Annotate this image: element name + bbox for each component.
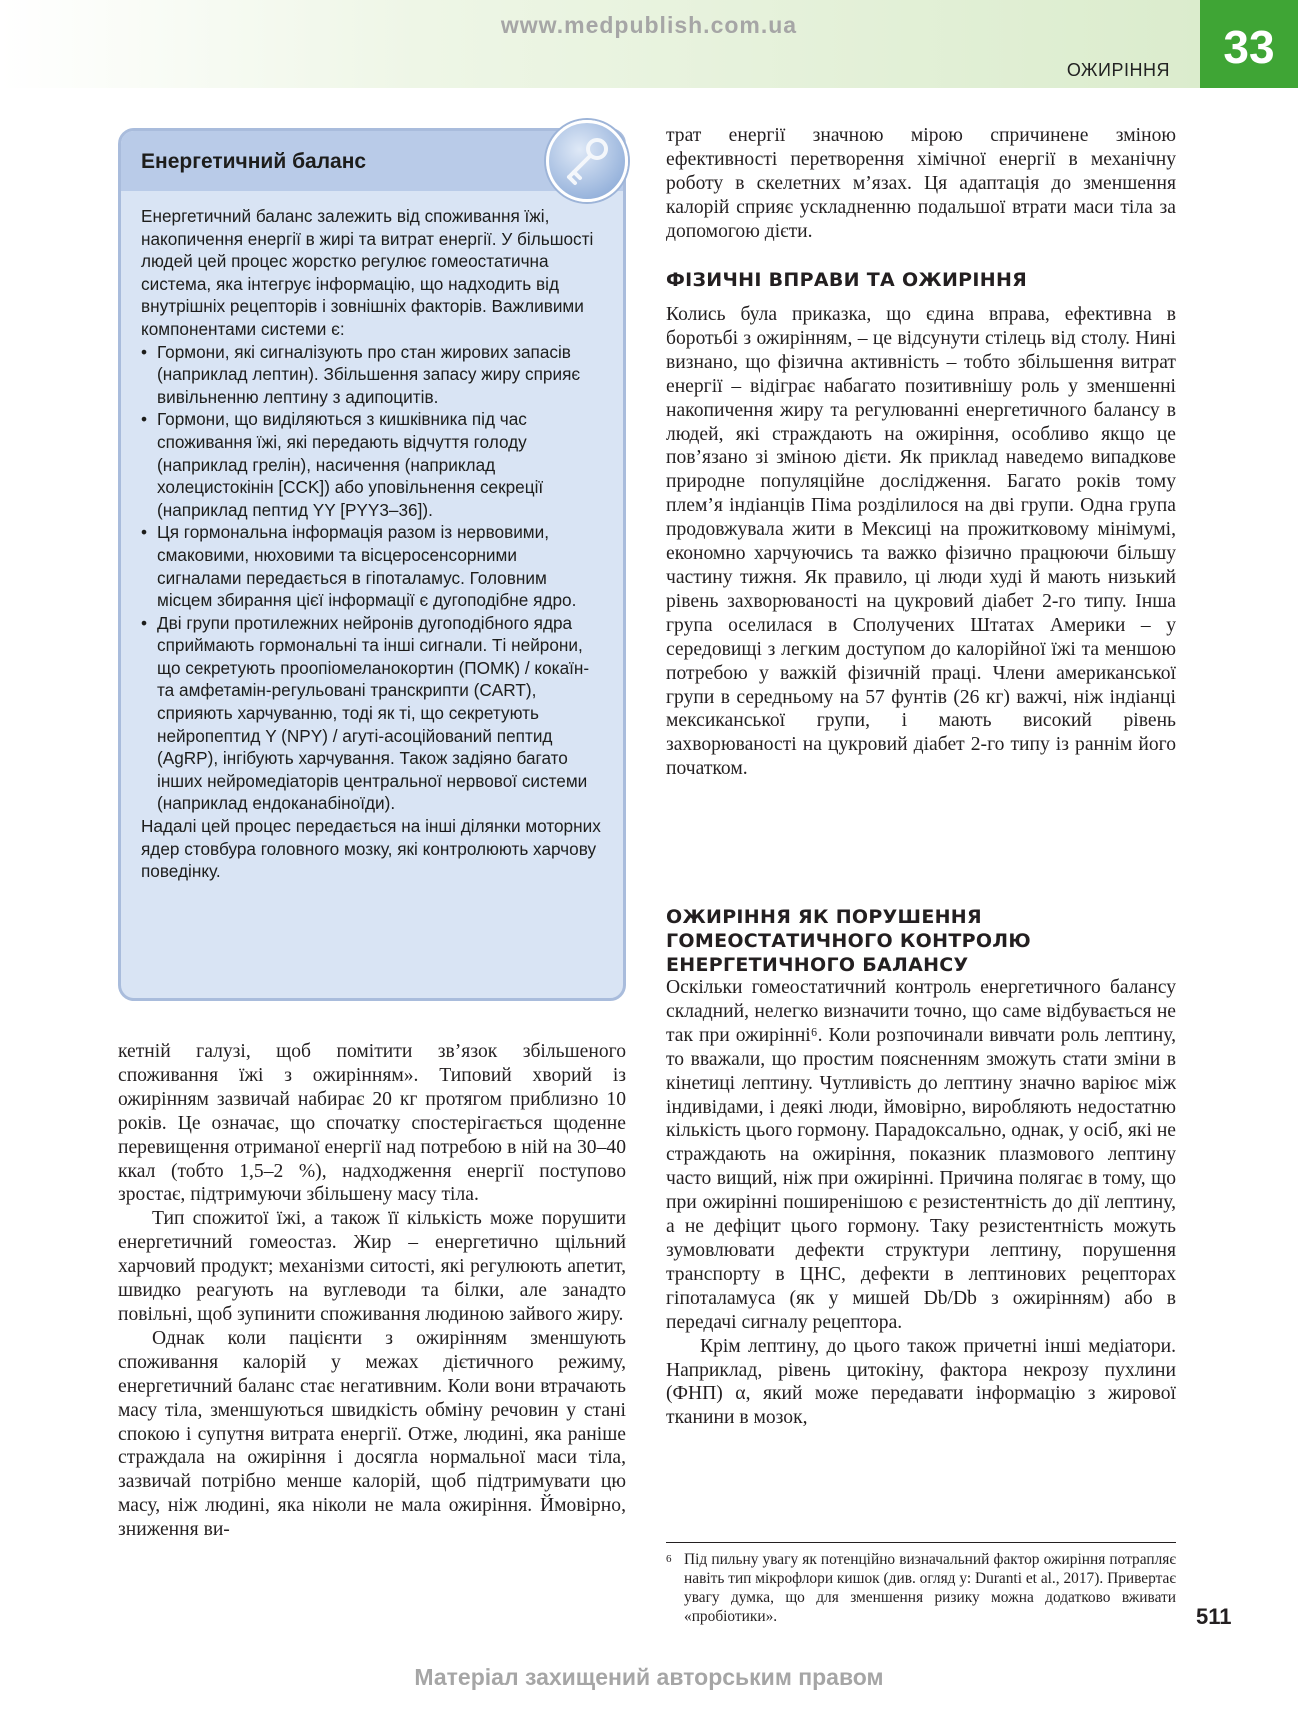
sidebar-list-item: • Ця гормональна інформація разом із нервовими, смаковими, нюховими та вісцеросенсорними сигналами передається в гіпоталамус. Головним місцем збирання цієї інформації є дугоподібне ядро.: [141, 521, 605, 611]
chapter-title: ОЖИРІННЯ: [1066, 60, 1170, 80]
info-sidebar-box: [118, 128, 626, 1001]
sidebar-list-item: • Гормони, які сигналізують про стан жирових запасів (наприклад лептин). Збільшення запасу жиру сприяє вивільненню лептину з адипоцитів.: [141, 341, 605, 409]
copyright-watermark: Матеріал захищений авторським правом: [414, 1664, 884, 1690]
footnote-divider: [666, 1542, 1176, 1543]
section-exercise-text: [666, 303, 1176, 781]
footnote-text: Під пильну увагу як потенційно визначальний фактор ожиріння потрапляє навіть тип мікрофлори кишок (див. огляд у: Duranti et al., 2017). Привертає увагу думка, що для зменшення ризику можна додатково вживати «пробіотики».: [684, 1551, 1176, 1625]
sidebar-list: [141, 341, 605, 815]
section-homeostatic-text: [666, 976, 1176, 1430]
sidebar-outro: Надалі цей процес передається на інші ділянки моторних ядер стовбура головного мозку, які контролюють харчову поведінку.: [141, 816, 601, 882]
section-heading-exercise: ФІЗИЧНІ ВПРАВИ ТА ОЖИРІННЯ: [666, 269, 1028, 291]
body-paragraph: Тип спожитої їжі, а також її кількість може порушити енергетичний гомеостаз. Жир – енергетично щільний харчовий продукт; механізми ситості, які регулюють апетит, швидко реагують на вуглеводи та білки, але занадто повільні, щоб зупинити споживання людиною зайвого жиру.: [118, 1208, 626, 1325]
site-url: www.medpublish.com.ua: [500, 12, 798, 38]
page-number: 511: [1196, 1604, 1232, 1629]
sidebar-list-item: • Гормони, що виділяються з кишківника під час споживання їжі, які передають відчуття голоду (наприклад грелін), насичення (наприклад холецистокінін [CCK]) або уповільнення секреції (наприклад пептид YY [PYY3–36]).: [141, 408, 605, 521]
body-paragraph: трат енергії значною мірою спричинене зміною ефективності перетворення хімічної енергії в механічну роботу в скелетних м’язах. Ця адаптація до зменшення калорій сприяє ускладненню подальшої втрати маси тіла за допомогою дієти.: [666, 125, 1176, 242]
sidebar-body: [121, 191, 623, 883]
body-paragraph: кетній галузі, щоб помітити зв’язок збільшеного споживання їжі з ожирінням». Типовий хворий із ожирінням зазвичай набирає 20 кг протягом приблизно 10 років. Це означає, що спочатку спостерігається щоденне перевищення отриманої енергії над потребою в ній на 30–40 ккал (тобто 1,5–2 %), надходження енергії поступово зростає, підтримуючи збільшену масу тіла.: [118, 1041, 626, 1206]
footnote: [666, 1550, 1176, 1626]
sidebar-intro: Енергетичний баланс залежить від споживання їжі, накопичення енергії в жирі та витрат енергії. У більшості людей цей процес жорстко регулює гомеостатична система, яка інтегрує інформацію, що надходить від внутрішніх рецепторів і зовнішніх факторів. Важливими компонентами системи є:: [141, 206, 594, 339]
body-paragraph: Колись була приказка, що єдина вправа, ефективна в боротьбі з ожирінням, – це відсунути стілець від столу. Нині визнано, що фізична активність – тобто збільшення витрат енергії – відіграє набагато позитивнішу роль у зменшенні накопичення жиру та регулюванні енергетичного балансу в людей, які страждають на ожиріння, особливо якщо це пов’язано зі зміною дієти. Як приклад наведемо випадкове природне популяційне дослідження. Багато років тому плем’я індіанців Піма розділилося на дві групи. Одна група продовжувала жити в Мексиці на прожитковому мінімумі, економно харчуючись та важко фізично працюючи більшу частину тижня. Як правило, ці люди худі й мають низький рівень захворюваності на цукровий діабет 2-го типу. Інша група оселилася в Сполучених Штатах Америки – у середовищі з легким доступом до калорійної їжі та меншою потребою у важкій фізичній праці. Члени американської групи в середньому на 57 фунтів (26 кг) важчі, ніж індіанці мексиканської групи, і мають високий рівень захворюваності на цукровий діабет 2-го типу із раннім його початком.: [666, 304, 1176, 780]
body-paragraph: Крім лептину, до цього також причетні інші медіатори. Наприклад, рівень цитокіну, фактора некрозу пухлини (ФНП) α, який може передавати інформацію з жирової тканини в мозок,: [666, 1335, 1176, 1429]
sidebar-title: Енергетичний баланс: [141, 150, 367, 173]
key-icon: [546, 120, 628, 202]
body-paragraph: Однак коли пацієнти з ожирінням зменшують споживання калорій у межах дієтичного режиму, енергетичний баланс стає негативним. Коли вони втрачають масу тіла, зменшуються швидкість обміну речовин у стані спокою і супутня витрата енергії. Отже, людині, яка раніше страждала на ожиріння і досягла нормальної маси тіла, зазвичай потрібно менше калорій, щоб підтримувати цю масу, ніж людині, яка ніколи не мала ожиріння. Ймовірно, зниження ви-: [118, 1327, 626, 1541]
sidebar-list-item: • Дві групи протилежних нейронів дугоподібного ядра сприймають гормональні та інші сигнали. Ті нейрони, що секретують проопіомеланокортин (ПОМК) / кокаїн-та амфетамін-регульовані транскрипти (CART), сприяють харчуванню, тоді як ті, що секретують нейропептид Y (NPY) / агуті-асоційований пептид (AgRP), інгібують харчування. Також задіяно багато інших нейромедіаторів центральної нервової системи (наприклад ендоканабіноїди).: [141, 612, 605, 815]
footnote-mark: 6: [666, 1553, 672, 1565]
right-column-continuation: [666, 124, 1176, 244]
chapter-number-tab: 33: [1200, 0, 1298, 88]
section-heading-homeostatic: ОЖИРІННЯ ЯК ПОРУШЕННЯ ГОМЕОСТАТИЧНОГО КОНТРОЛЮ ЕНЕРГЕТИЧНОГО БАЛАНСУ: [666, 906, 1031, 976]
body-paragraph: Оскільки гомеостатичний контроль енергетичного балансу складний, нелегко визначити точно, що саме відбувається не так при ожирінні⁶. Коли розпочинали вивчати роль лептину, то вважали, що простим поясненням зможуть стати зміни в кінетиці лептину. Чутливість до лептину значно варіює між індивідами, і деякі люди, ймовірно, виробляють недостатню кількість цього гормону. Парадоксально, однак, у осіб, які не страждають на ожиріння, показник плазмового лептину часто вищий, ніж при ожирінні. Причина полягає в тому, що при ожирінні поширенішою є резистентність до дії лептину, а не дефіцит цього гормону. Таку резистентність можуть зумовлювати дефекти структури лептину, порушення транспорту в ЦНС, дефекти в лептинових рецепторах гіпоталамуса (як у мишей Db/Db з ожирінням) або в передачі сигналу рецептора.: [666, 977, 1176, 1333]
left-column: [118, 1040, 626, 1542]
